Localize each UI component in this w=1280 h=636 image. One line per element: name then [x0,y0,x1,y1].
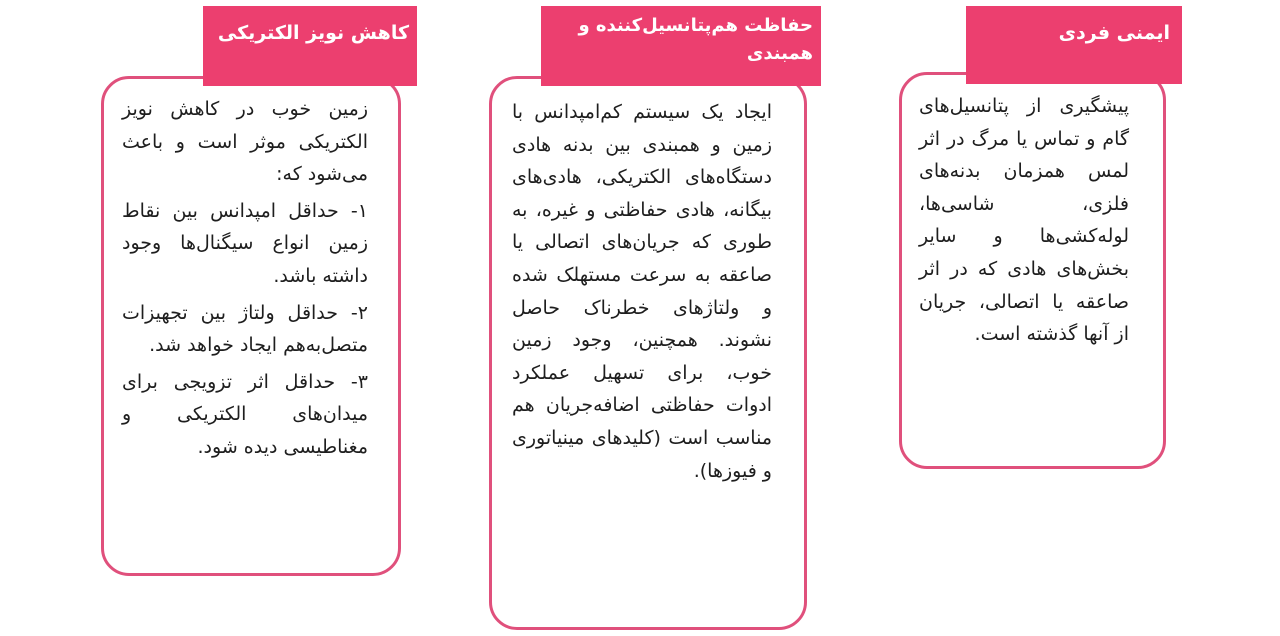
panel-personal-safety-title: ایمنی فردی [966,6,1182,84]
panel-list-item: ۱- حداقل امپدانس بین نقاط زمین انواع سیگنال‌ها وجود داشته باشد. [122,199,368,287]
panel-equipotential-protection-title: حفاظت هم‌پتانسیل‌کننده و همبندی [541,6,821,86]
panel-personal-safety-body [919,90,1129,355]
panel-paragraph: زمین خوب در کاهش نویز الکتریکی موثر است و باعث می‌شود که: [122,98,368,186]
panel-paragraph: ایجاد یک سیستم کم‌امپدانس با زمین و همبندی بین بدنه هادی دستگاه‌های الکتریکی، هادی‌های بیگانه، هادی حفاظتی و غیره، به طوری که جریان‌های اتصالی یا صاعقه به سرعت مستهلک شده و ولتاژهای خطرناک حاصل نشوند. همچنین، وجود زمین خوب، برای تسهیل عملکرد ادوات حفاظتی اضافه‌جریان هم مناسب است (کلیدهای مینیاتوری و فیوزها). [512,101,772,482]
panel-noise-reduction-title: کاهش نویز الکتریکی [203,6,417,86]
panel-list-item: ۲- حداقل ولتاژ بین تجهیزات متصل‌به‌هم ایجاد خواهد شد. [122,301,368,357]
panel-list-item: ۳- حداقل اثر تزویجی برای میدان‌های الکتریکی و مغناطیسی دیده شود. [122,370,368,458]
panel-noise-reduction-body [122,93,368,468]
panel-equipotential-protection-body [512,96,772,491]
panel-paragraph: پیشگیری از پتانسیل‌های گام و تماس یا مرگ در اثر لمس همزمان بدنه‌های فلزی، شاسی‌ها، لوله‌کشی‌ها و سایر بخش‌های هادی که در اثر صاعقه یا اتصالی، جریان از آنها گذشته است. [919,95,1129,346]
